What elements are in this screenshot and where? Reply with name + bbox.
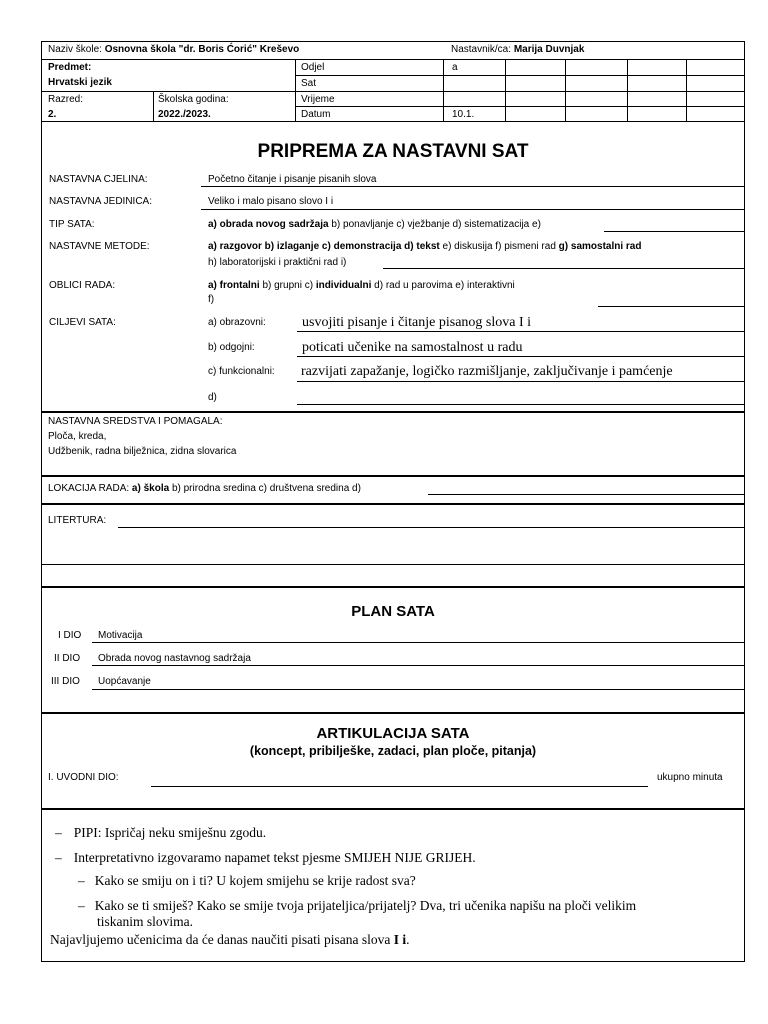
location-options: b) prirodna sredina c) društvena sredina d) [169,483,361,494]
lesson-number-label: Sat [301,78,317,89]
intro-part-label: I. UVODNI DIO: [48,772,119,783]
plan-part-1-value: Motivacija [98,630,143,641]
note-text-1: PIPI: Ispričaj neku smiješnu zgodu. [73,825,267,840]
goal-educational-label: a) obrazovni: [208,317,266,328]
goal-educational-value: usvojiti pisanje i čitanje pisanog slova I i [302,315,532,330]
literature-section [41,504,745,587]
note-bullet-2 [55,850,476,866]
work-form-frontal: a) frontalni [208,280,260,291]
note-final-text: Najavljujemo učenicima da će danas naučiti pisati pisana slova [50,932,394,947]
goal-upbringing-value: poticati učenike na samostalnost u radu [302,340,523,355]
school-year-value: 2022./2023. [158,109,211,120]
goals-label: CILJEVI SATA: [49,317,116,328]
school-name-value: Osnovna škola "dr. Boris Ćorić" Kreševo [104,44,300,55]
goal-functional-value: razvijati zapažanje, logičko razmišljanje, zaključivanje i pamćenje [301,364,673,379]
lesson-type-options: b) ponavljanje c) vježbanje d) sistematizacija e) [328,219,541,230]
total-minutes-label: ukupno minuta [657,772,723,783]
dash-icon: – [78,898,85,913]
work-form-individual: individualni [315,280,372,291]
note-text-2: Interpretativno izgovaramo napamet tekst pjesme SMIJEH NIJE GRIJEH. [73,850,476,865]
methods-options: e) diskusija f) pismeni rad [439,241,559,252]
unit-label: NASTAVNA CJELINA: [49,174,148,185]
work-forms-f: f) [208,294,215,305]
plan-part-3-value: Uopćavanje [98,676,151,687]
plan-part-1-label: I DIO [58,630,82,641]
dash-icon: – [55,825,62,840]
school-year-label: Školska godina: [158,94,229,105]
location-row [48,483,361,495]
lesson-type-label: TIP SATA: [49,219,95,230]
page-title: PRIPREMA ZA NASTAVNI SAT [257,141,529,162]
work-form-group: b) grupni c) [259,280,316,291]
subject-label: Predmet: [48,62,92,73]
materials-line-2: Udžbenik, radna bilježnica, zidna slovarica [48,446,237,457]
time-label: Vrijeme [301,94,335,105]
goal-upbringing-label: b) odgojni: [208,342,255,353]
note-text-4: Kako se ti smiješ? Kako se smije tvoja prijateljica/prijatelj? Dva, tri učenika napišu na ploči velikim [94,898,637,913]
goal-functional-label: c) funkcionalni: [208,366,275,377]
unit-value: Početno čitanje i pisanje pisanih slova [208,174,377,185]
teacher-value: Marija Duvnjak [513,44,585,55]
location-selected: a) škola [131,483,170,494]
note-subbullet-1 [78,873,416,889]
methods-value [208,241,641,253]
school-name-row [48,44,299,56]
note-final [50,932,410,948]
plan-title: PLAN SATA [351,603,435,620]
plan-part-2-value: Obrada novog nastavnog sadržaja [98,653,251,664]
plan-part-3-label: III DIO [51,676,80,687]
note-final-dot: . [406,932,410,947]
lesson-type-selected: a) obrada novog sadržaja [208,219,329,230]
date-value: 10.1. [452,109,475,120]
lesson-label: NASTAVNA JEDINICA: [49,196,152,207]
location-label: LOKACIJA RADA: [48,483,132,494]
class-section-label: Odjel [301,62,325,73]
articulation-subtitle: (koncept, pribilješke, zadaci, plan ploče, pitanja) [249,744,537,758]
note-bullet-1 [55,825,266,841]
materials-label: NASTAVNA SREDSTVA I POMAGALA: [48,416,223,427]
school-name-label: Naziv škole: [48,44,105,55]
note-subbullet-2 [78,898,636,914]
grade-label: Razred: [48,94,84,105]
class-section-value: a [452,62,458,73]
work-form-rest: d) rad u parovima e) interaktivni [371,280,515,291]
methods-label: NASTAVNE METODE: [49,241,150,252]
note-final-letters: I i [393,932,407,947]
subject-value: Hrvatski jezik [48,77,112,88]
lesson-value: Veliko i malo pisano slovo I i [208,196,334,207]
methods-value-line2: h) laboratorijski i praktični rad i) [208,257,347,268]
note-subbullet-2-cont: tiskanim slovima. [97,914,193,929]
dash-icon: – [55,850,62,865]
work-forms-value [208,280,515,292]
grade-value: 2. [48,109,57,120]
work-forms-label: OBLICI RADA: [49,280,116,291]
date-label: Datum [301,109,331,120]
plan-part-2-label: II DIO [54,653,81,664]
literature-label: LITERTURA: [48,515,107,526]
methods-selected: a) razgovor b) izlaganje c) demonstracija d) tekst [208,241,440,252]
articulation-title: ARTIKULACIJA SATA [316,725,470,742]
note-text-3: Kako se smiju on i ti? U kojem smijehu se krije radost sva? [94,873,416,888]
materials-line-1: Ploča, kreda, [48,431,107,442]
goal-d-label: d) [208,392,217,403]
methods-selected-g: g) samostalni rad [558,241,642,252]
lesson-type-value [208,219,541,231]
dash-icon: – [78,873,85,888]
teacher-label: Nastavnik/ca: [451,44,514,55]
teacher-row [451,44,584,56]
